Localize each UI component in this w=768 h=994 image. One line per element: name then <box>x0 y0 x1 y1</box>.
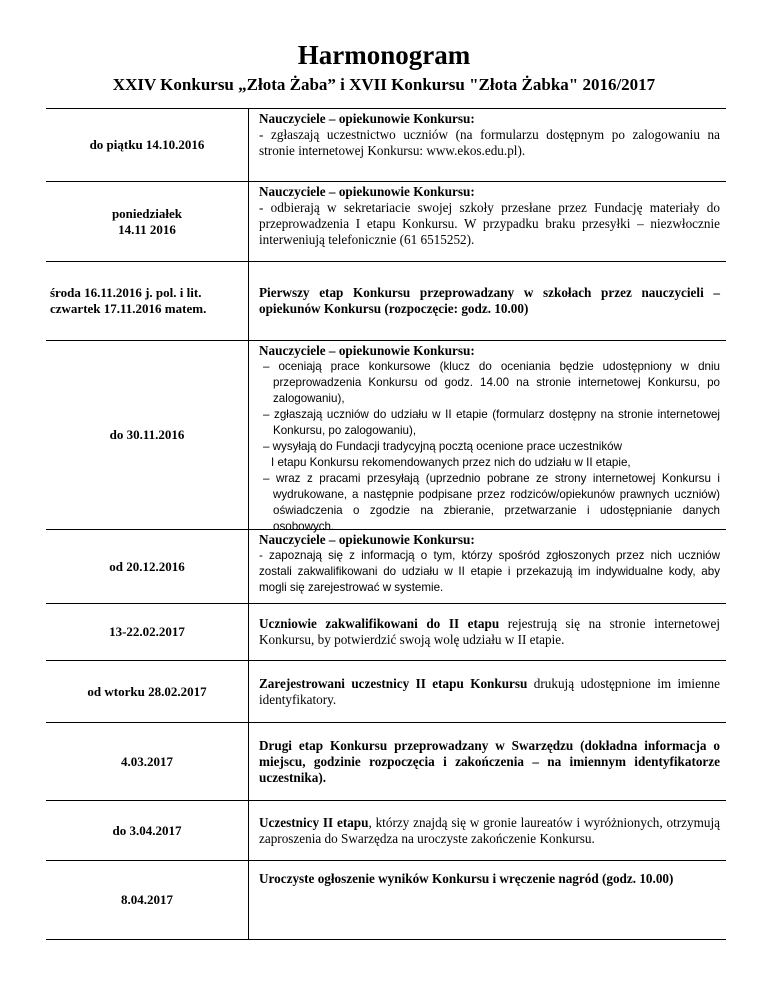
row-text-bold: Zarejestrowani uczestnicy II etapu Konkursu <box>259 675 528 691</box>
row-heading: Nauczyciele – opiekunowie Konkursu: <box>259 343 475 358</box>
row-description <box>249 530 726 603</box>
date-text: do 3.04.2017 <box>112 822 182 838</box>
row-date <box>46 182 249 261</box>
row-date <box>46 109 249 181</box>
row-heading: Nauczyciele – opiekunowie Konkursu: <box>259 184 475 199</box>
row-date <box>46 604 249 660</box>
row-text: - zapoznają się z informacją o tym, którzy spośród zgłoszonych przez nich uczniów zostali zakwalifikowani do udziału w II etapie i przekazują im indywidualne kody, aby mogli się zarejestrować w systemie. <box>259 549 720 594</box>
table-row <box>46 262 726 341</box>
row-text: Uroczyste ogłoszenie wyników Konkursu i wręczenie nagród (godz. 10.00) <box>259 871 674 886</box>
row-description <box>249 604 726 660</box>
row-text: drukują udostępnione im imienne identyfikatory. <box>259 675 720 707</box>
date-text: 13-22.02.2017 <box>109 624 185 639</box>
date-text: czwartek 17.11.2016 matem. <box>50 301 207 316</box>
row-text-bold: Uczniowie zakwalifikowani do II etapu <box>259 616 500 631</box>
row-description <box>249 723 726 800</box>
row-description <box>249 341 726 533</box>
table-row <box>46 801 726 861</box>
table-row <box>46 341 726 533</box>
row-description <box>249 109 726 181</box>
row-text: rejestrują się na stronie internetowej Konkursu, by potwierdzić swoją wolę udziału w II etapie. <box>259 616 721 647</box>
row-text: - zgłaszają uczestnictwo uczniów (na formularzu dostępnym po zalogowaniu na stronie internetowej Konkursu: www.ekos.edu.pl). <box>259 127 720 158</box>
date-text: 14.11 2016 <box>118 221 176 237</box>
row-text: Drugi etap Konkursu przeprowadzany w Swarzędzu (dokładna informacja o miejscu, godzinie rozpoczęcia i zakończenia – na imiennym identyfikatorze uczestnika). <box>259 737 720 785</box>
row-text: , którzy znajdą się w gronie laureatów i wyróżnionych, otrzymują zaproszenia do Swarzędza na uroczyste zakończenie Konkursu. <box>259 814 720 846</box>
row-description <box>249 861 726 939</box>
page-title: Harmonogram <box>297 40 471 70</box>
table-row <box>46 661 726 723</box>
list-item: – oceniają prace konkursowe (klucz do oceniania będzie udostępniony w dniu przeprowadzenia Konkursu od godz. 14.00 na stronie internetowej Konkursu, po zalogowaniu), <box>263 360 720 405</box>
table-row <box>46 604 726 661</box>
row-text: Pierwszy etap Konkursu przeprowadzany w szkołach przez nauczycieli – opiekunów Konkursu (rozpoczęcie: godz. 10.00) <box>259 285 720 316</box>
date-text: od wtorku 28.02.2017 <box>87 683 207 699</box>
date-text: poniedziałek <box>111 205 183 221</box>
date-text: do piątku 14.10.2016 <box>89 137 205 152</box>
row-heading: Nauczyciele – opiekunowie Konkursu: <box>259 111 475 126</box>
row-date <box>46 661 249 722</box>
row-description <box>249 182 726 261</box>
row-description <box>249 801 726 860</box>
table-row <box>46 182 726 262</box>
table-row <box>46 530 726 604</box>
date-text: do 30.11.2016 <box>109 427 185 442</box>
row-date <box>46 723 249 800</box>
date-text: 4.03.2017 <box>121 753 173 769</box>
page-subtitle: XXIV Konkursu „Złota Żaba” i XVII Konkursu "Złota Żabka" 2016/2017 <box>112 75 656 94</box>
date-text: od 20.12.2016 <box>109 558 185 574</box>
table-row <box>46 861 726 939</box>
list-item: – wysyłają do Fundacji tradycyjną pocztą ocenione prace uczestników <box>263 440 622 453</box>
date-text: środa 16.11.2016 j. pol. i lit. <box>50 285 202 300</box>
row-text: - odbierają w sekretariacie swojej szkoły przesłane przez Fundację materiały do przeprowadzenia I etapu Konkursu. W przypadku braku przesyłki – niezwłocznie interweniują telefonicznie (61 6515252). <box>259 200 720 247</box>
list-item: – zgłaszają uczniów do udziału w II etapie (formularz dostępny na stronie internetowej Konkursu, po zalogowaniu), <box>263 408 720 437</box>
date-text: 8.04.2017 <box>121 892 173 907</box>
list-item: I etapu Konkursu rekomendowanych przez nich do udziału w II etapie, <box>271 456 631 469</box>
list-item: – wraz z pracami przesyłają (uprzednio pobrane ze strony internetowej Konkursu i wydrukowane, a następnie podpisane przez rodziców/opiekunów prawnych uczniów) oświadczenia o zgodzie na zbieranie, przetwarzanie i udostępnianie danych osobowych. <box>263 472 720 533</box>
row-text-bold: Uczestnicy II etapu <box>259 814 369 830</box>
table-row <box>46 723 726 801</box>
row-date <box>46 262 249 340</box>
row-heading: Nauczyciele – opiekunowie Konkursu: <box>259 532 475 547</box>
row-date <box>46 341 249 529</box>
row-date <box>46 530 249 603</box>
row-description <box>249 262 726 340</box>
schedule-table <box>46 108 726 940</box>
row-description <box>249 661 726 722</box>
row-date <box>46 861 249 939</box>
table-row <box>46 109 726 182</box>
row-date <box>46 801 249 860</box>
